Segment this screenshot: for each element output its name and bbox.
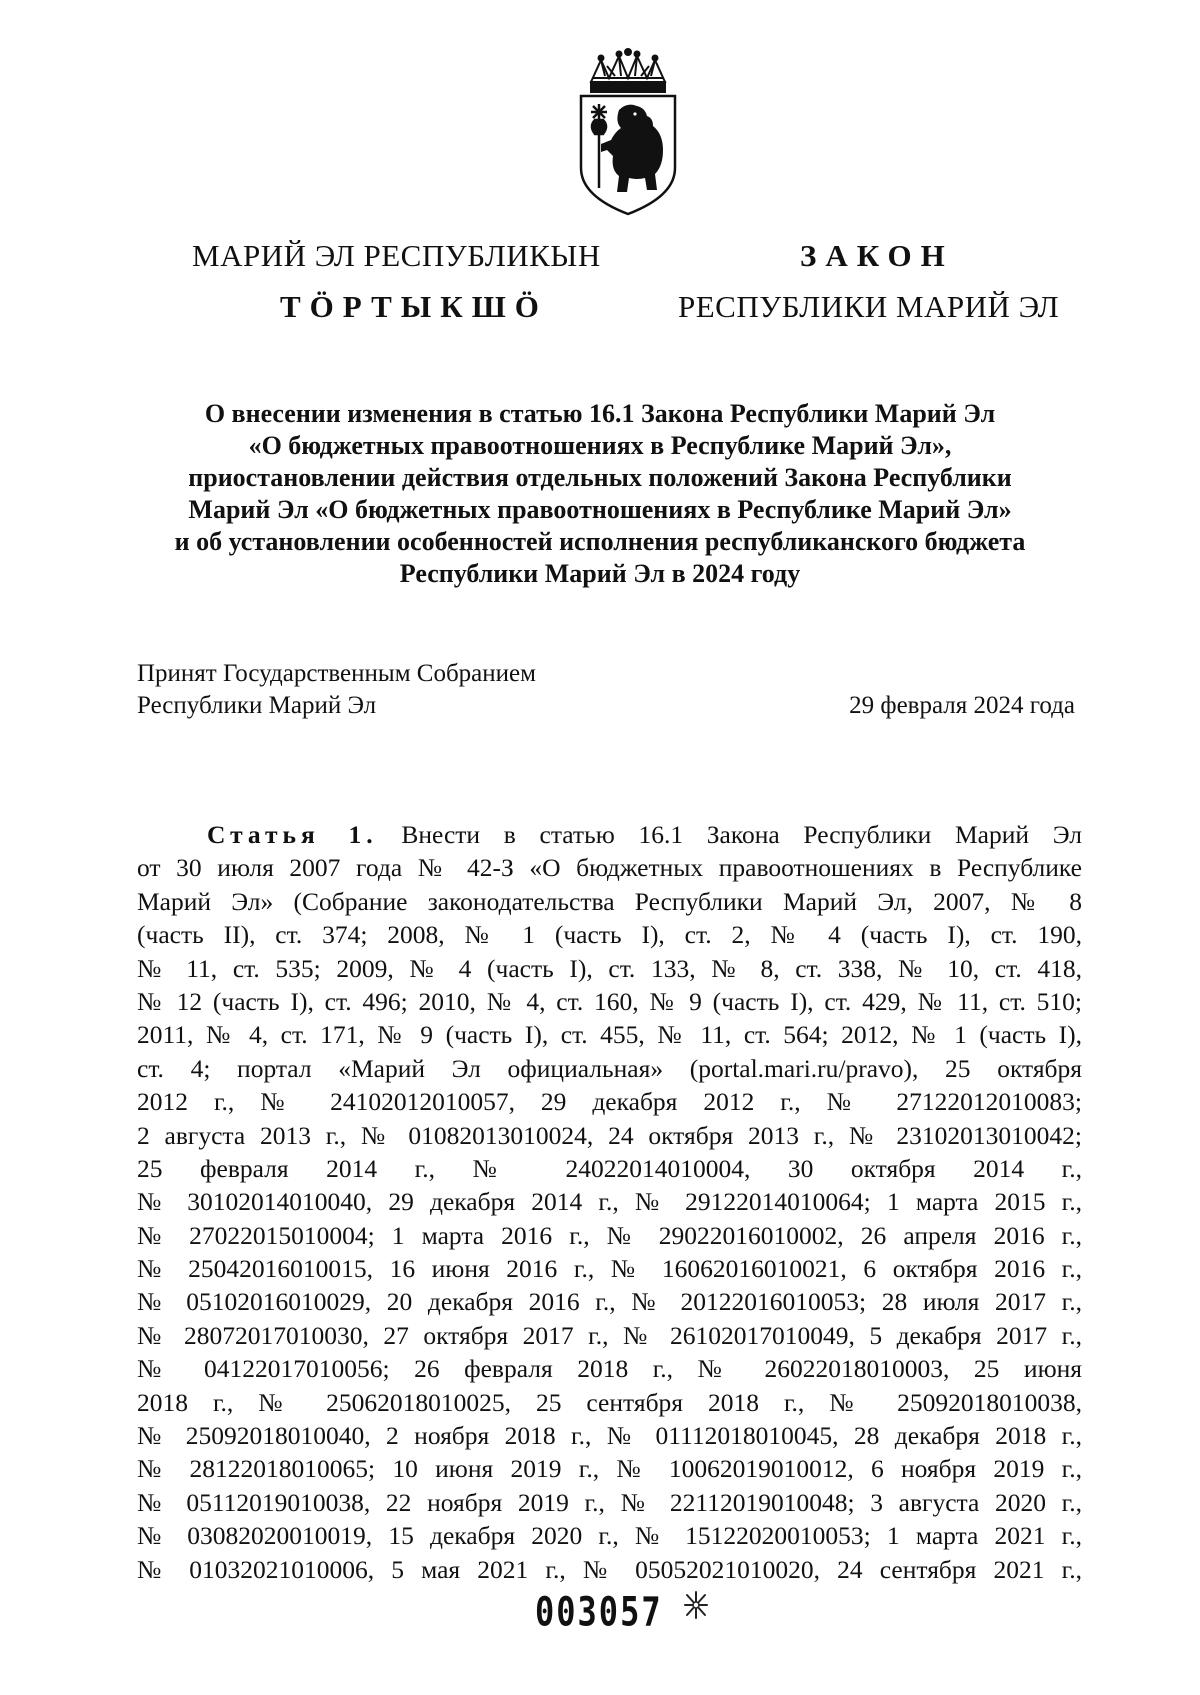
article-line: № 28122018010065; 10 июня 2019 г., № 10062019010012, 6 ноября 2019 г., — [137, 1454, 1082, 1484]
adoption-line: Принят Государственным Собранием — [137, 660, 536, 687]
article-line: № 30102014010040, 29 декабря 2014 г., № 29122014010064; 1 марта 2015 г., — [137, 1187, 1082, 1217]
article-line: 2018 г., № 25062018010025, 25 сентября 2018 г., № 25092018010038, — [137, 1387, 1082, 1417]
article-line: № 05102016010029, 20 декабря 2016 г., № 20122016010053; 28 июля 2017 г., — [137, 1287, 1082, 1317]
article-line: 25 февраля 2014 г., № 24022014010004, 30 октября 2014 г., — [137, 1153, 1082, 1183]
article-1-text — [137, 818, 1082, 1586]
article-line: 2012 г., № 24102012010057, 29 декабря 2012 г., № 27122012010083; — [137, 1087, 1082, 1117]
adoption-statement — [137, 658, 536, 722]
header-law-word: ЗАКОН — [800, 238, 954, 273]
header-mari-republic-line: МАРИЙ ЭЛ РЕСПУБЛИКЫН — [192, 238, 601, 273]
article-line: № 05112019010038, 22 ноября 2019 г., № 22112019010048; 3 августа 2020 г., — [137, 1487, 1082, 1517]
security-mark-icon — [683, 1590, 709, 1620]
adoption-line: Республики Марий Эл — [137, 692, 377, 719]
article-line: № 12 (часть I), ст. 496; 2010, № 4, ст. 160, № 9 (часть I), ст. 429, № 11, ст. 510; — [137, 986, 1082, 1016]
header-mari-law-word: ТӦРТЫКШӦ — [280, 289, 548, 324]
coat-of-arms-emblem — [571, 48, 685, 218]
article-first-line — [137, 818, 1082, 851]
title-line: приостановлении действия отдельных положений Закона Республики — [188, 463, 1012, 492]
article-line: 2011, № 4, ст. 171, № 9 (часть I), ст. 455, № 11, ст. 564; 2012, № 1 (часть I), — [137, 1020, 1082, 1050]
article-line: № 11, ст. 535; 2009, № 4 (часть I), ст. 133, № 8, ст. 338, № 10, ст. 418, — [137, 953, 1082, 983]
header-republic-line: РЕСПУБЛИКИ МАРИЙ ЭЛ — [678, 289, 1060, 324]
article-line: ст. 4; портал «Марий Эл официальная» (portal.mari.ru/pravo), 25 октября — [137, 1053, 1082, 1083]
article-line: № 03082020010019, 15 декабря 2020 г., № 15122020010053; 1 марта 2021 г., — [137, 1521, 1082, 1551]
article-line: № 04122017010056; 26 февраля 2018 г., № 26022018010003, 25 июня — [137, 1354, 1082, 1384]
article-line: № 25092018010040, 2 ноября 2018 г., № 01112018010045, 28 декабря 2018 г., — [137, 1421, 1082, 1451]
adoption-date: 29 февраля 2024 года — [849, 692, 1075, 719]
title-line: «О бюджетных правоотношениях в Республике Марий Эл», — [248, 431, 952, 460]
article-line: Марий Эл» (Собрание законодательства Республики Марий Эл, 2007, № 8 — [137, 886, 1082, 916]
document-serial-number: 003057 — [535, 1588, 663, 1636]
article-line: № 25042016010015, 16 июня 2016 г., № 16062016010021, 6 октября 2016 г., — [137, 1254, 1082, 1284]
article-line: от 30 июля 2007 года № 42-З «О бюджетных правоотношениях в Республике — [137, 853, 1082, 883]
article-label: Статья 1. — [207, 820, 378, 849]
document-title — [100, 398, 1100, 590]
title-line: Марий Эл «О бюджетных правоотношениях в Республике Марий Эл» — [188, 495, 1012, 524]
article-first-line-text: Внести в статью 16.1 Закона Республики Марий Эл — [401, 820, 1082, 849]
title-line: Республики Марий Эл в 2024 году — [399, 559, 801, 588]
title-line: О внесении изменения в статью 16.1 Закона Республики Марий Эл — [204, 399, 996, 428]
article-line: № 01032021010006, 5 мая 2021 г., № 05052021010020, 24 сентября 2021 г., — [137, 1554, 1082, 1584]
article-line: (часть II), ст. 374; 2008, № 1 (часть I), ст. 2, № 4 (часть I), ст. 190, — [137, 920, 1082, 950]
article-line: 2 августа 2013 г., № 01082013010024, 24 октября 2013 г., № 23102013010042; — [137, 1120, 1082, 1150]
article-line: № 27022015010004; 1 марта 2016 г., № 29022016010002, 26 апреля 2016 г., — [137, 1220, 1082, 1250]
title-line: и об установлении особенностей исполнения республиканского бюджета — [174, 527, 1026, 556]
article-line: № 28072017010030, 27 октября 2017 г., № 26102017010049, 5 декабря 2017 г., — [137, 1320, 1082, 1350]
